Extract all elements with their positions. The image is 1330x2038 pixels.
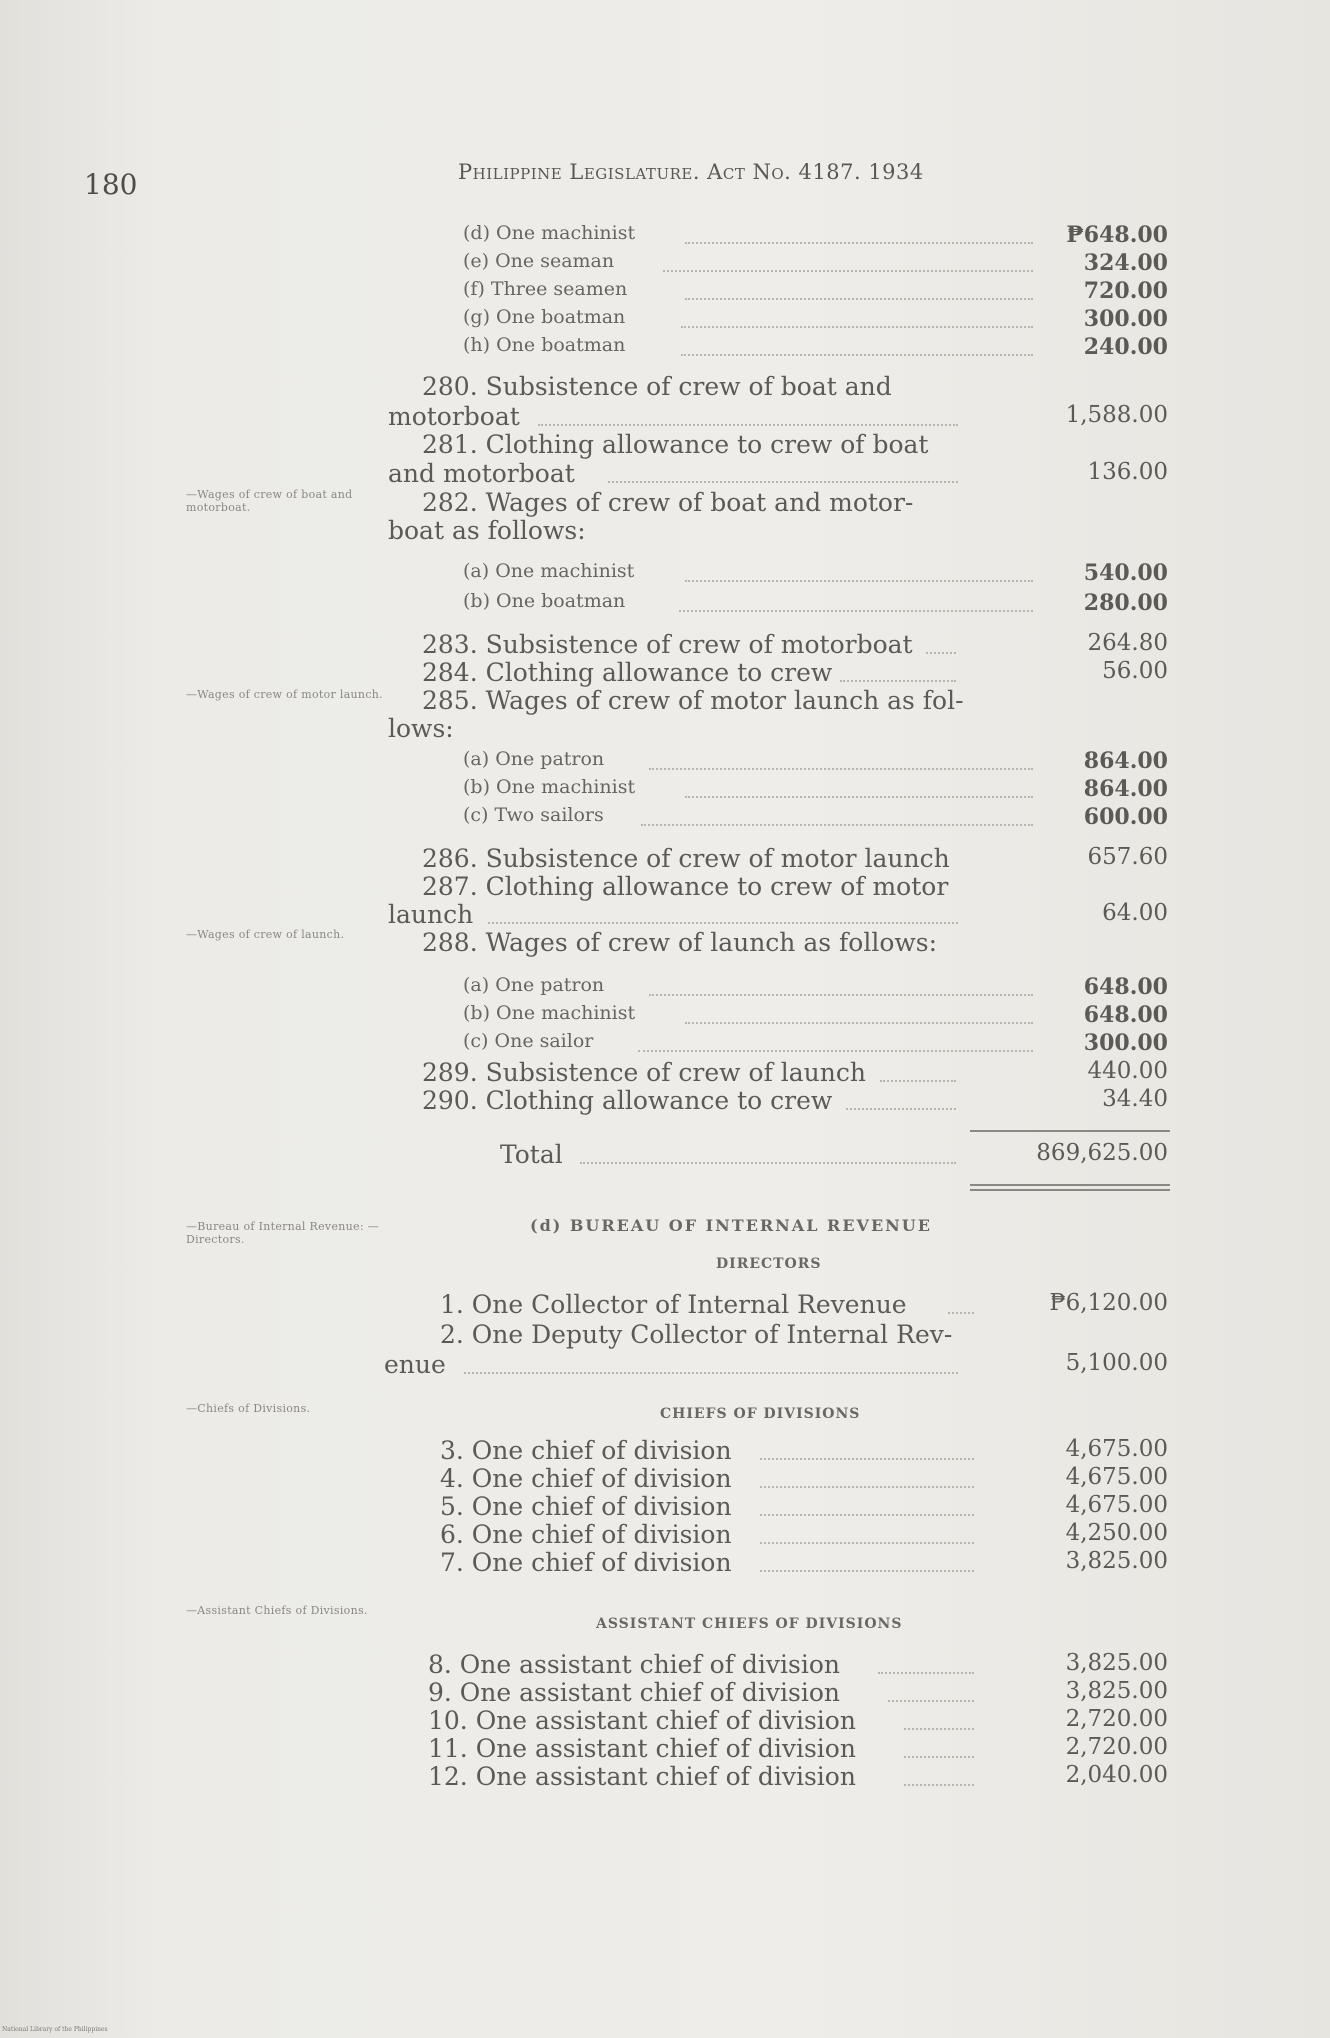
- margin-note: —Wages of crew of motor launch.: [186, 688, 383, 701]
- leader-dots: [685, 1022, 1033, 1024]
- chief-item: [440, 1520, 1168, 1548]
- item-label: (c) Two sailors: [463, 804, 604, 826]
- list-item: [463, 278, 1168, 306]
- item-label: (h) One boatman: [463, 334, 626, 356]
- item-amount: 5,100.00: [1065, 1350, 1168, 1376]
- item-label: 7. One chief of division: [440, 1548, 732, 1577]
- list-item: [463, 306, 1168, 334]
- item-label: 284. Clothing allowance to crew: [422, 658, 833, 687]
- list-item: [463, 250, 1168, 278]
- item-280-line1: 280. Subsistence of crew of boat and: [422, 372, 892, 401]
- leader-dots: [681, 354, 1033, 356]
- leader-dots: [488, 922, 958, 924]
- item-amount: 2,720.00: [1065, 1706, 1168, 1732]
- total-row: [500, 1140, 1168, 1168]
- item-amount: 3,825.00: [1065, 1650, 1168, 1676]
- item-amount: 34.40: [1102, 1086, 1168, 1112]
- list-item: [463, 1030, 1168, 1058]
- item-282-line2: boat as follows:: [388, 516, 586, 545]
- leader-dots: [904, 1728, 974, 1730]
- leader-dots: [948, 1312, 974, 1314]
- deputy-line1: 2. One Deputy Collector of Internal Rev-: [440, 1320, 953, 1349]
- item-amount: 864.00: [1083, 776, 1168, 802]
- item-label: 289. Subsistence of crew of launch: [422, 1058, 866, 1087]
- item-280: [388, 402, 1168, 430]
- margin-note: —Wages of crew of launch.: [186, 928, 345, 941]
- item-label: (a) One machinist: [463, 560, 635, 582]
- item-label: 9. One assistant chief of division: [428, 1678, 841, 1707]
- margin-note: —Assistant Chiefs of Divisions.: [186, 1604, 368, 1617]
- item-label: 12. One assistant chief of division: [428, 1762, 856, 1791]
- item-label: 290. Clothing allowance to crew: [422, 1086, 833, 1115]
- double-rule: [970, 1189, 1170, 1191]
- item-281-line1: 281. Clothing allowance to crew of boat: [422, 430, 929, 459]
- item-amount: 720.00: [1083, 278, 1168, 304]
- item-287-line1: 287. Clothing allowance to crew of motor: [422, 872, 949, 901]
- item-label: (b) One machinist: [463, 776, 636, 798]
- item-282-line1: 282. Wages of crew of boat and motor-: [422, 488, 914, 517]
- leader-dots: [846, 1108, 956, 1110]
- leader-dots: [888, 1700, 974, 1702]
- leader-dots: [926, 652, 956, 654]
- leader-dots: [760, 1542, 974, 1544]
- item-amount: 2,040.00: [1065, 1762, 1168, 1788]
- page-number: 180: [84, 168, 138, 201]
- total-label: Total: [500, 1140, 563, 1169]
- leader-dots: [880, 1080, 956, 1082]
- leader-dots: [760, 1570, 974, 1572]
- item-label: 11. One assistant chief of division: [428, 1734, 856, 1763]
- margin-note: —Chiefs of Divisions.: [186, 1402, 311, 1415]
- leader-dots: [685, 580, 1033, 582]
- item-label: launch: [388, 900, 474, 929]
- item-amount: 600.00: [1083, 804, 1168, 830]
- item-label: enue: [384, 1350, 446, 1379]
- item-amount: 3,825.00: [1065, 1548, 1168, 1574]
- item-290: [422, 1086, 1168, 1114]
- item-amount: 648.00: [1083, 1002, 1168, 1028]
- item-label: 1. One Collector of Internal Revenue: [440, 1290, 907, 1319]
- item-label: (c) One sailor: [463, 1030, 594, 1052]
- subsection-heading: CHIEFS OF DIVISIONS: [660, 1406, 861, 1422]
- list-item: [463, 748, 1168, 776]
- item-label: (b) One machinist: [463, 1002, 636, 1024]
- item-amount: 440.00: [1087, 1058, 1168, 1084]
- director-item: [440, 1290, 1168, 1318]
- item-amount: 540.00: [1083, 560, 1168, 586]
- item-amount: 280.00: [1083, 590, 1168, 616]
- item-amount: 324.00: [1083, 250, 1168, 276]
- item-287: [388, 900, 1168, 928]
- item-283: [422, 630, 1168, 658]
- list-item: [463, 974, 1168, 1002]
- leader-dots: [638, 1050, 1033, 1052]
- list-item: [463, 804, 1168, 832]
- item-amount: 648.00: [1083, 974, 1168, 1000]
- item-281: [388, 459, 1168, 487]
- subsection-heading: ASSISTANT CHIEFS OF DIVISIONS: [596, 1616, 903, 1632]
- item-label: 3. One chief of division: [440, 1436, 732, 1465]
- list-item: [463, 1002, 1168, 1030]
- subsection-heading: DIRECTORS: [716, 1256, 822, 1272]
- item-amount: ₱648.00: [1066, 222, 1168, 248]
- list-item: [463, 222, 1168, 250]
- item-label: motorboat: [388, 402, 520, 431]
- leader-dots: [608, 481, 958, 483]
- leader-dots: [685, 298, 1033, 300]
- leader-dots: [760, 1458, 974, 1460]
- item-label: (d) One machinist: [463, 222, 636, 244]
- item-amount: 64.00: [1102, 900, 1168, 926]
- item-label: 4. One chief of division: [440, 1464, 732, 1493]
- leader-dots: [685, 796, 1033, 798]
- list-item: [463, 776, 1168, 804]
- item-amount: 240.00: [1083, 334, 1168, 360]
- item-label: (g) One boatman: [463, 306, 626, 328]
- footer-credit: National Library of the Philippines: [2, 2026, 108, 2033]
- leader-dots: [904, 1756, 974, 1758]
- item-289: [422, 1058, 1168, 1086]
- leader-dots: [649, 994, 1033, 996]
- assistant-item: [428, 1762, 1168, 1790]
- assistant-item: [428, 1734, 1168, 1762]
- item-284: [422, 658, 1168, 686]
- leader-dots: [641, 824, 1033, 826]
- chief-item: [440, 1548, 1168, 1576]
- chief-item: [440, 1464, 1168, 1492]
- leader-dots: [760, 1514, 974, 1516]
- item-label: (a) One patron: [463, 748, 605, 770]
- list-item: [463, 560, 1168, 588]
- item-label: 8. One assistant chief of division: [428, 1650, 841, 1679]
- chief-item: [440, 1436, 1168, 1464]
- chief-item: [440, 1492, 1168, 1520]
- list-item: [463, 334, 1168, 362]
- leader-dots: [649, 768, 1033, 770]
- leader-dots: [580, 1162, 956, 1164]
- item-label: 283. Subsistence of crew of motorboat: [422, 630, 913, 659]
- leader-dots: [538, 424, 958, 426]
- item-amount: 300.00: [1083, 306, 1168, 332]
- item-amount: 1,588.00: [1065, 402, 1168, 428]
- item-amount: 4,675.00: [1065, 1464, 1168, 1490]
- double-rule: [970, 1184, 1170, 1186]
- margin-note: —Wages of crew of boat and motorboat.: [186, 488, 353, 514]
- total-amount: 869,625.00: [1036, 1140, 1168, 1166]
- leader-dots: [878, 1672, 974, 1674]
- leader-dots: [464, 1372, 958, 1374]
- assistant-item: [428, 1678, 1168, 1706]
- section-heading: (d) BUREAU OF INTERNAL REVENUE: [530, 1216, 932, 1235]
- item-amount: 4,675.00: [1065, 1436, 1168, 1462]
- item-label: and motorboat: [388, 459, 575, 488]
- item-288: 288. Wages of crew of launch as follows:: [422, 928, 938, 957]
- item-285-line2: lows:: [388, 714, 454, 743]
- item-amount: 4,675.00: [1065, 1492, 1168, 1518]
- item-label: 286. Subsistence of crew of motor launch: [422, 844, 950, 873]
- deputy-item: [384, 1350, 1168, 1378]
- item-label: (e) One seaman: [463, 250, 615, 272]
- item-amount: 657.60: [1087, 844, 1168, 870]
- leader-dots: [840, 680, 956, 682]
- assistant-item: [428, 1650, 1168, 1678]
- leader-dots: [685, 242, 1033, 244]
- item-286: [422, 844, 1168, 872]
- leader-dots: [904, 1784, 974, 1786]
- leader-dots: [663, 270, 1033, 272]
- leader-dots: [760, 1486, 974, 1488]
- item-285-line1: 285. Wages of crew of motor launch as fol-: [422, 686, 964, 715]
- list-item: [463, 590, 1168, 618]
- item-amount: 56.00: [1102, 658, 1168, 684]
- margin-note: —Bureau of Internal Revenue: —Directors.: [186, 1220, 379, 1246]
- item-label: 10. One assistant chief of division: [428, 1706, 856, 1735]
- item-amount: ₱6,120.00: [1049, 1290, 1168, 1316]
- item-amount: 3,825.00: [1065, 1678, 1168, 1704]
- item-amount: 136.00: [1087, 459, 1168, 485]
- item-label: (b) One boatman: [463, 590, 626, 612]
- item-label: 5. One chief of division: [440, 1492, 732, 1521]
- item-amount: 2,720.00: [1065, 1734, 1168, 1760]
- item-amount: 264.80: [1087, 630, 1168, 656]
- assistant-item: [428, 1706, 1168, 1734]
- item-amount: 4,250.00: [1065, 1520, 1168, 1546]
- leader-dots: [679, 610, 1033, 612]
- total-rule: [970, 1130, 1170, 1132]
- item-label: (f) Three seamen: [463, 278, 628, 300]
- item-amount: 864.00: [1083, 748, 1168, 774]
- item-label: (a) One patron: [463, 974, 605, 996]
- item-amount: 300.00: [1083, 1030, 1168, 1056]
- running-header: Philippine Legislature. Act No. 4187. 1934: [458, 160, 924, 184]
- item-label: 6. One chief of division: [440, 1520, 732, 1549]
- leader-dots: [681, 326, 1033, 328]
